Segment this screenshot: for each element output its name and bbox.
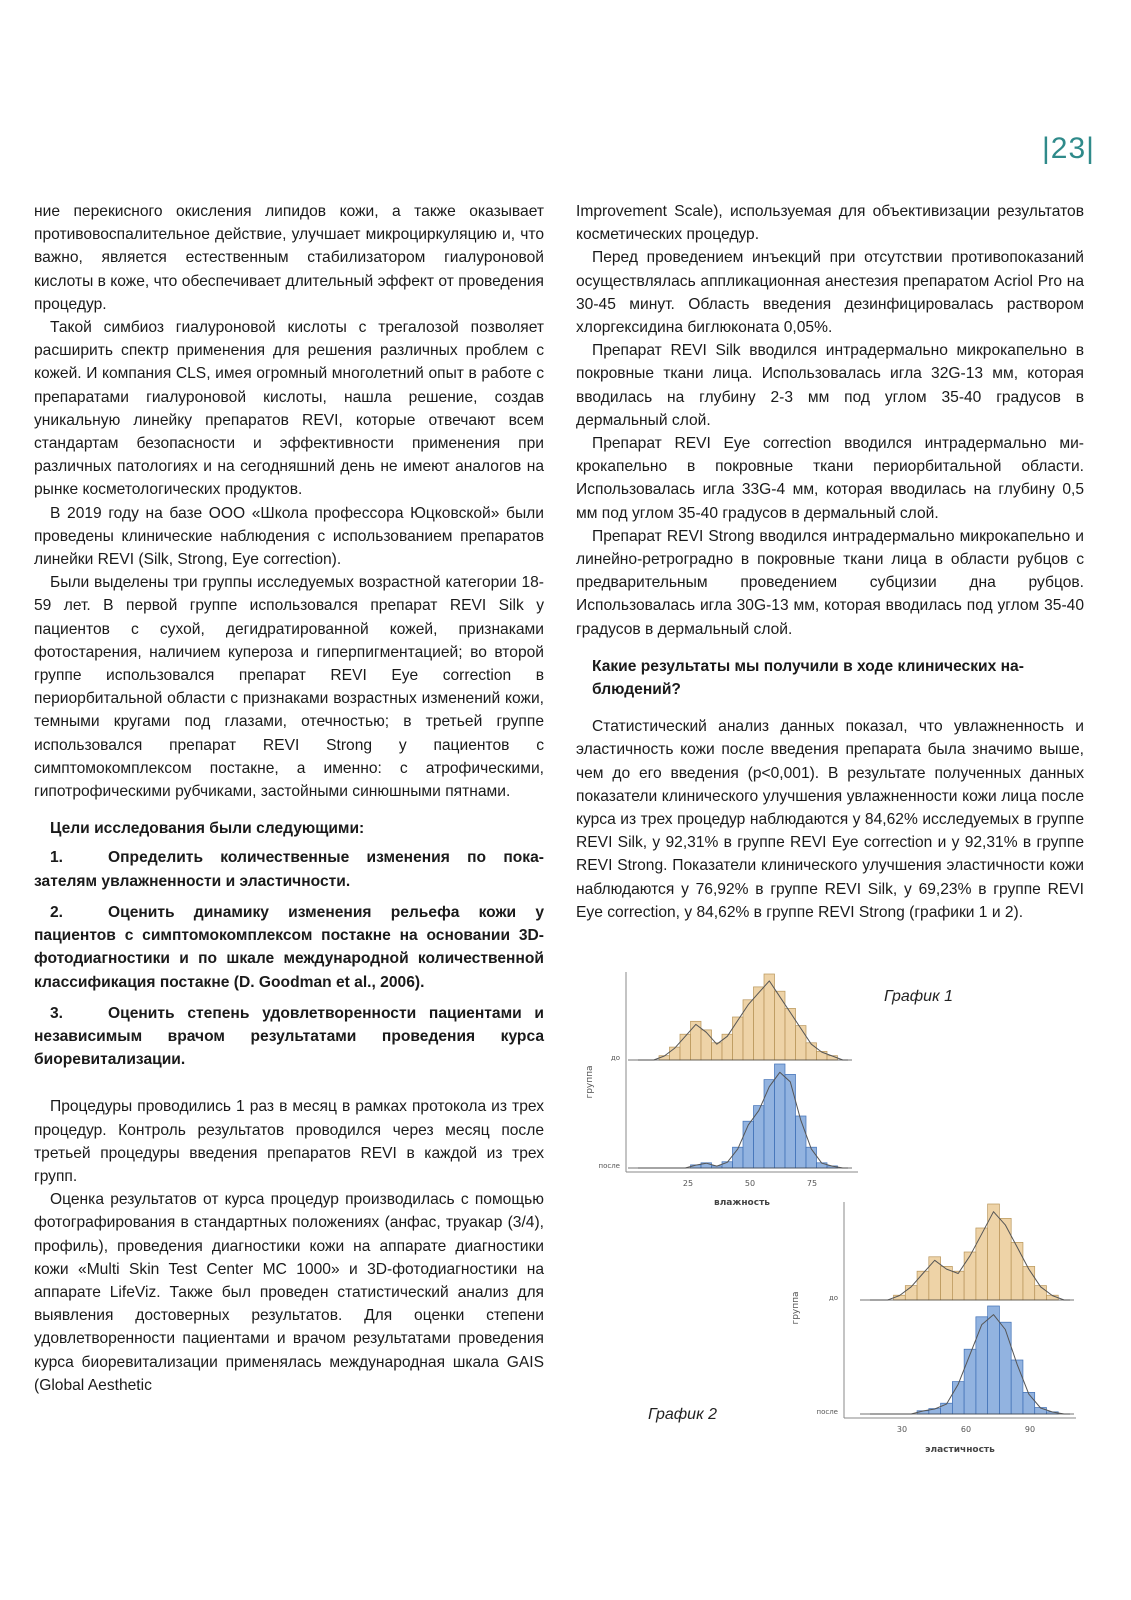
histogram-bar	[733, 1147, 744, 1168]
paragraph: В 2019 году на базе ООО «Школа профессора Юцковской» были проведены клинические наблюдения с использованием препаратов линейки REVI (Silk, Strong, Eye correction).	[34, 504, 544, 569]
histogram-bar	[817, 1051, 828, 1060]
histogram-bar	[743, 1121, 754, 1168]
histogram-bar	[806, 1147, 817, 1168]
goal-number: 3.	[50, 1004, 64, 1022]
left-column	[34, 200, 544, 1397]
histogram-bar	[941, 1266, 953, 1300]
y-axis-label: группа	[585, 1065, 595, 1099]
histogram-bar	[976, 1317, 988, 1414]
x-tick-label: 25	[682, 1179, 694, 1188]
histogram-bar	[952, 1271, 964, 1300]
histogram-bar	[999, 1322, 1011, 1414]
histogram-bar	[670, 1047, 681, 1060]
x-tick-label: 50	[744, 1179, 756, 1188]
histogram-bar	[701, 1030, 712, 1060]
goal-text: Оценить динамику изменения рельефа кожи у пациентов с симптомокомплексом постакне на основании 3D-фотодиагностики и по шкале международной количественной классификация постакне (D. Goodman et al., 2006).	[34, 903, 544, 991]
histogram-bar	[754, 987, 765, 1060]
paragraph: ние перекисного окисления липидов кожи, а также оказывает противовоспалительное действие, улучшает микроциркуляцию и, что важно, является естественным стабилизатором гиалуроновой кислоты в коже, что обеспечивает длительный эффект от проведения процедур.	[34, 203, 544, 313]
series-label: до	[828, 1294, 838, 1302]
paragraph: Процедуры проводились 1 раз в месяц в рамках протокола из трех процедур. Контроль результатов проводился через месяц после третьей процедуры введения препаратов REVI в каждой из трех групп.	[34, 1098, 544, 1185]
histogram-bar	[952, 1382, 964, 1414]
paragraph: Improvement Scale), используемая для объективизации результатов косметических процедур.	[576, 203, 1084, 244]
histogram-bar	[785, 1074, 796, 1168]
histogram-bar	[976, 1228, 988, 1300]
page-number: |23|	[1042, 132, 1095, 165]
histogram-bar	[1011, 1360, 1023, 1414]
histogram-bar	[785, 1008, 796, 1060]
x-tick-label: 60	[960, 1425, 972, 1434]
histogram-bar	[964, 1349, 976, 1414]
histogram-bar	[917, 1271, 929, 1300]
series-label: после	[816, 1408, 838, 1416]
histogram-bar	[712, 1043, 723, 1060]
series-label: после	[598, 1162, 620, 1170]
paragraph: Препарат REVI Strong вводился интрадермально микрокапельно и линейно-ретроградно в покровные ткани лица в области рубцов с предварительным проведением субцизии дна рубцов. Использовалась игла 30G-13 мм, которая вводилась под углом 35-40 градусов в дермальный слой.	[576, 527, 1084, 638]
right-column	[576, 200, 1084, 924]
goals-title: Цели исследования были следующими:	[50, 820, 365, 838]
histogram-bar	[964, 1252, 976, 1300]
goal-number: 2.	[50, 903, 64, 921]
section-heading: Какие результаты мы получили в ходе клинических наблюдений?	[592, 657, 1024, 699]
histogram-bar	[988, 1306, 1000, 1414]
y-axis-label: группа	[791, 1291, 801, 1325]
histogram-bar	[743, 1000, 754, 1060]
x-tick-label: 30	[896, 1425, 908, 1434]
histogram-bar	[1011, 1242, 1023, 1300]
histogram-bar	[1035, 1286, 1047, 1300]
paragraph: Перед проведением инъекций при отсутствии противопоказаний осуществлялась аппликационная анестезия препаратом Acriol Pro на 30-45 минут. Область введения дезинфицировалась раствором хлоргексидина биглюконата 0,05%.	[576, 249, 1084, 337]
goals-section	[34, 817, 544, 1071]
chart-caption: График 2	[648, 1406, 717, 1423]
goal-text: Определить количественные изменения по показателям увлажненности и эластичности.	[34, 849, 544, 890]
histogram-bar	[733, 1017, 744, 1060]
histogram-bar	[1023, 1266, 1035, 1300]
x-tick-label: 90	[1024, 1425, 1036, 1434]
histogram-bar	[905, 1286, 917, 1300]
goal-text: Оценить степень удовлетворенности пациентами и независимым врачом результатами проведения курса биоревитализации.	[34, 1004, 544, 1069]
chart-moisture	[578, 962, 868, 1212]
paragraph: Статистический анализ данных показал, что увлажненность и эластичность кожи после введения препарата была значимо выше, чем до его введения (p<0,001). В результате полученных данных показатели клинического улучшения увлажненности кожи лица после курса из трех процедур наблюдаются у 84,62% исследуемых в группе REVI Silk, у 92,31% в группе REVI Eye correction и у 92,31% в группе REVI Strong. Показатели клинического улучшения эластичности кожи наблюдаются у 76,92% в группе REVI Silk, у 69,23% в группе REVI Eye correction, у 84,62% в группе REVI Strong (графики 1 и 2).	[576, 718, 1084, 921]
paragraph: Оценка результатов от курса процедур производилась с помощью фотографирования в стандартных положениях (анфас, труакар (3/4), профиль), проведения диагностики кожи на аппарате диагностики кожи «Multi Skin Test Center MC 1000» и 3D-фотодиагностики на аппарате LifeViz. Также был проведен статистический анализ для выявления достоверных результатов. Для оценки степени удовлетворенности пациентами и врачом результатами проведения курса биоревитализации применялась международная шкала GAIS (Global Aesthetic	[34, 1191, 544, 1394]
paragraph: Такой симбиоз гиалуроновой кислоты с трегалозой позволяет расширить спектр применения для решения различных проблем с кожей. И компания CLS, имея огромный многолетний опыт в работе с препаратами гиалуроновой кислоты, нашла решение, создав уникальную линейку препаратов REVI, которые отвечают всем стандартам безопасности и эффективности применения при различных патологиях и на сегодняшний день не имеют аналогов на рынке косметологических продуктов.	[34, 319, 544, 499]
goal-item	[34, 846, 544, 892]
goal-item	[34, 1002, 544, 1072]
paragraph: Препарат REVI Eye correction вводился интрадермально микрокапельно в покровные ткани периорбитальной области. Использовалась игла 33G-4 мм, которая вводилась на глубину 0,5 мм под углом 35-40 градусов в дермальный слой.	[576, 435, 1084, 522]
histogram-bar	[764, 1080, 775, 1168]
x-tick-label: 75	[806, 1179, 818, 1188]
goal-item	[34, 901, 544, 994]
histogram-bar	[999, 1218, 1011, 1300]
histogram-bar	[941, 1403, 953, 1414]
histogram-bar	[680, 1034, 691, 1060]
x-axis-label: эластичность	[925, 1445, 995, 1455]
chart-elasticity	[780, 1196, 1080, 1460]
histogram-bar	[722, 1034, 733, 1060]
goal-number: 1.	[50, 849, 64, 867]
histogram-bar	[796, 1116, 807, 1168]
histogram-bar	[775, 1064, 786, 1168]
chart-caption: График 1	[884, 988, 953, 1005]
x-axis-label: влажность	[714, 1198, 770, 1208]
histogram-bar	[806, 1043, 817, 1060]
series-label: до	[610, 1054, 620, 1062]
paragraph: Были выделены три группы исследуемых возрастной категории 18-59 лет. В первой группе использовался препарат REVI Silk у пациентов с сухой, дегидратированной кожей, признаками фотостарения, наличием купероза и гиперпигментацией; во второй группе использовался препарат REVI Eye correction в периорбитальной области с признаками возрастных изменений кожи, темными кругами под глазами, отечностью; в третьей группе использовался препарат REVI Strong у пациентов с симптомокомплексом постакне, а именно: с атрофическими, гипотрофическими рубчиками, застойными синюшными пятнами.	[34, 574, 544, 801]
histogram-bar	[796, 1026, 807, 1060]
paragraph: Препарат REVI Silk вводился интрадермально микрокапельно в покровные ткани лица. Использовалась игла 32G-13 мм, которая вводилась на глубину 2-3 мм под углом 35-40 градусов в дермальный слой.	[576, 342, 1084, 429]
histogram-bar	[1023, 1392, 1035, 1414]
